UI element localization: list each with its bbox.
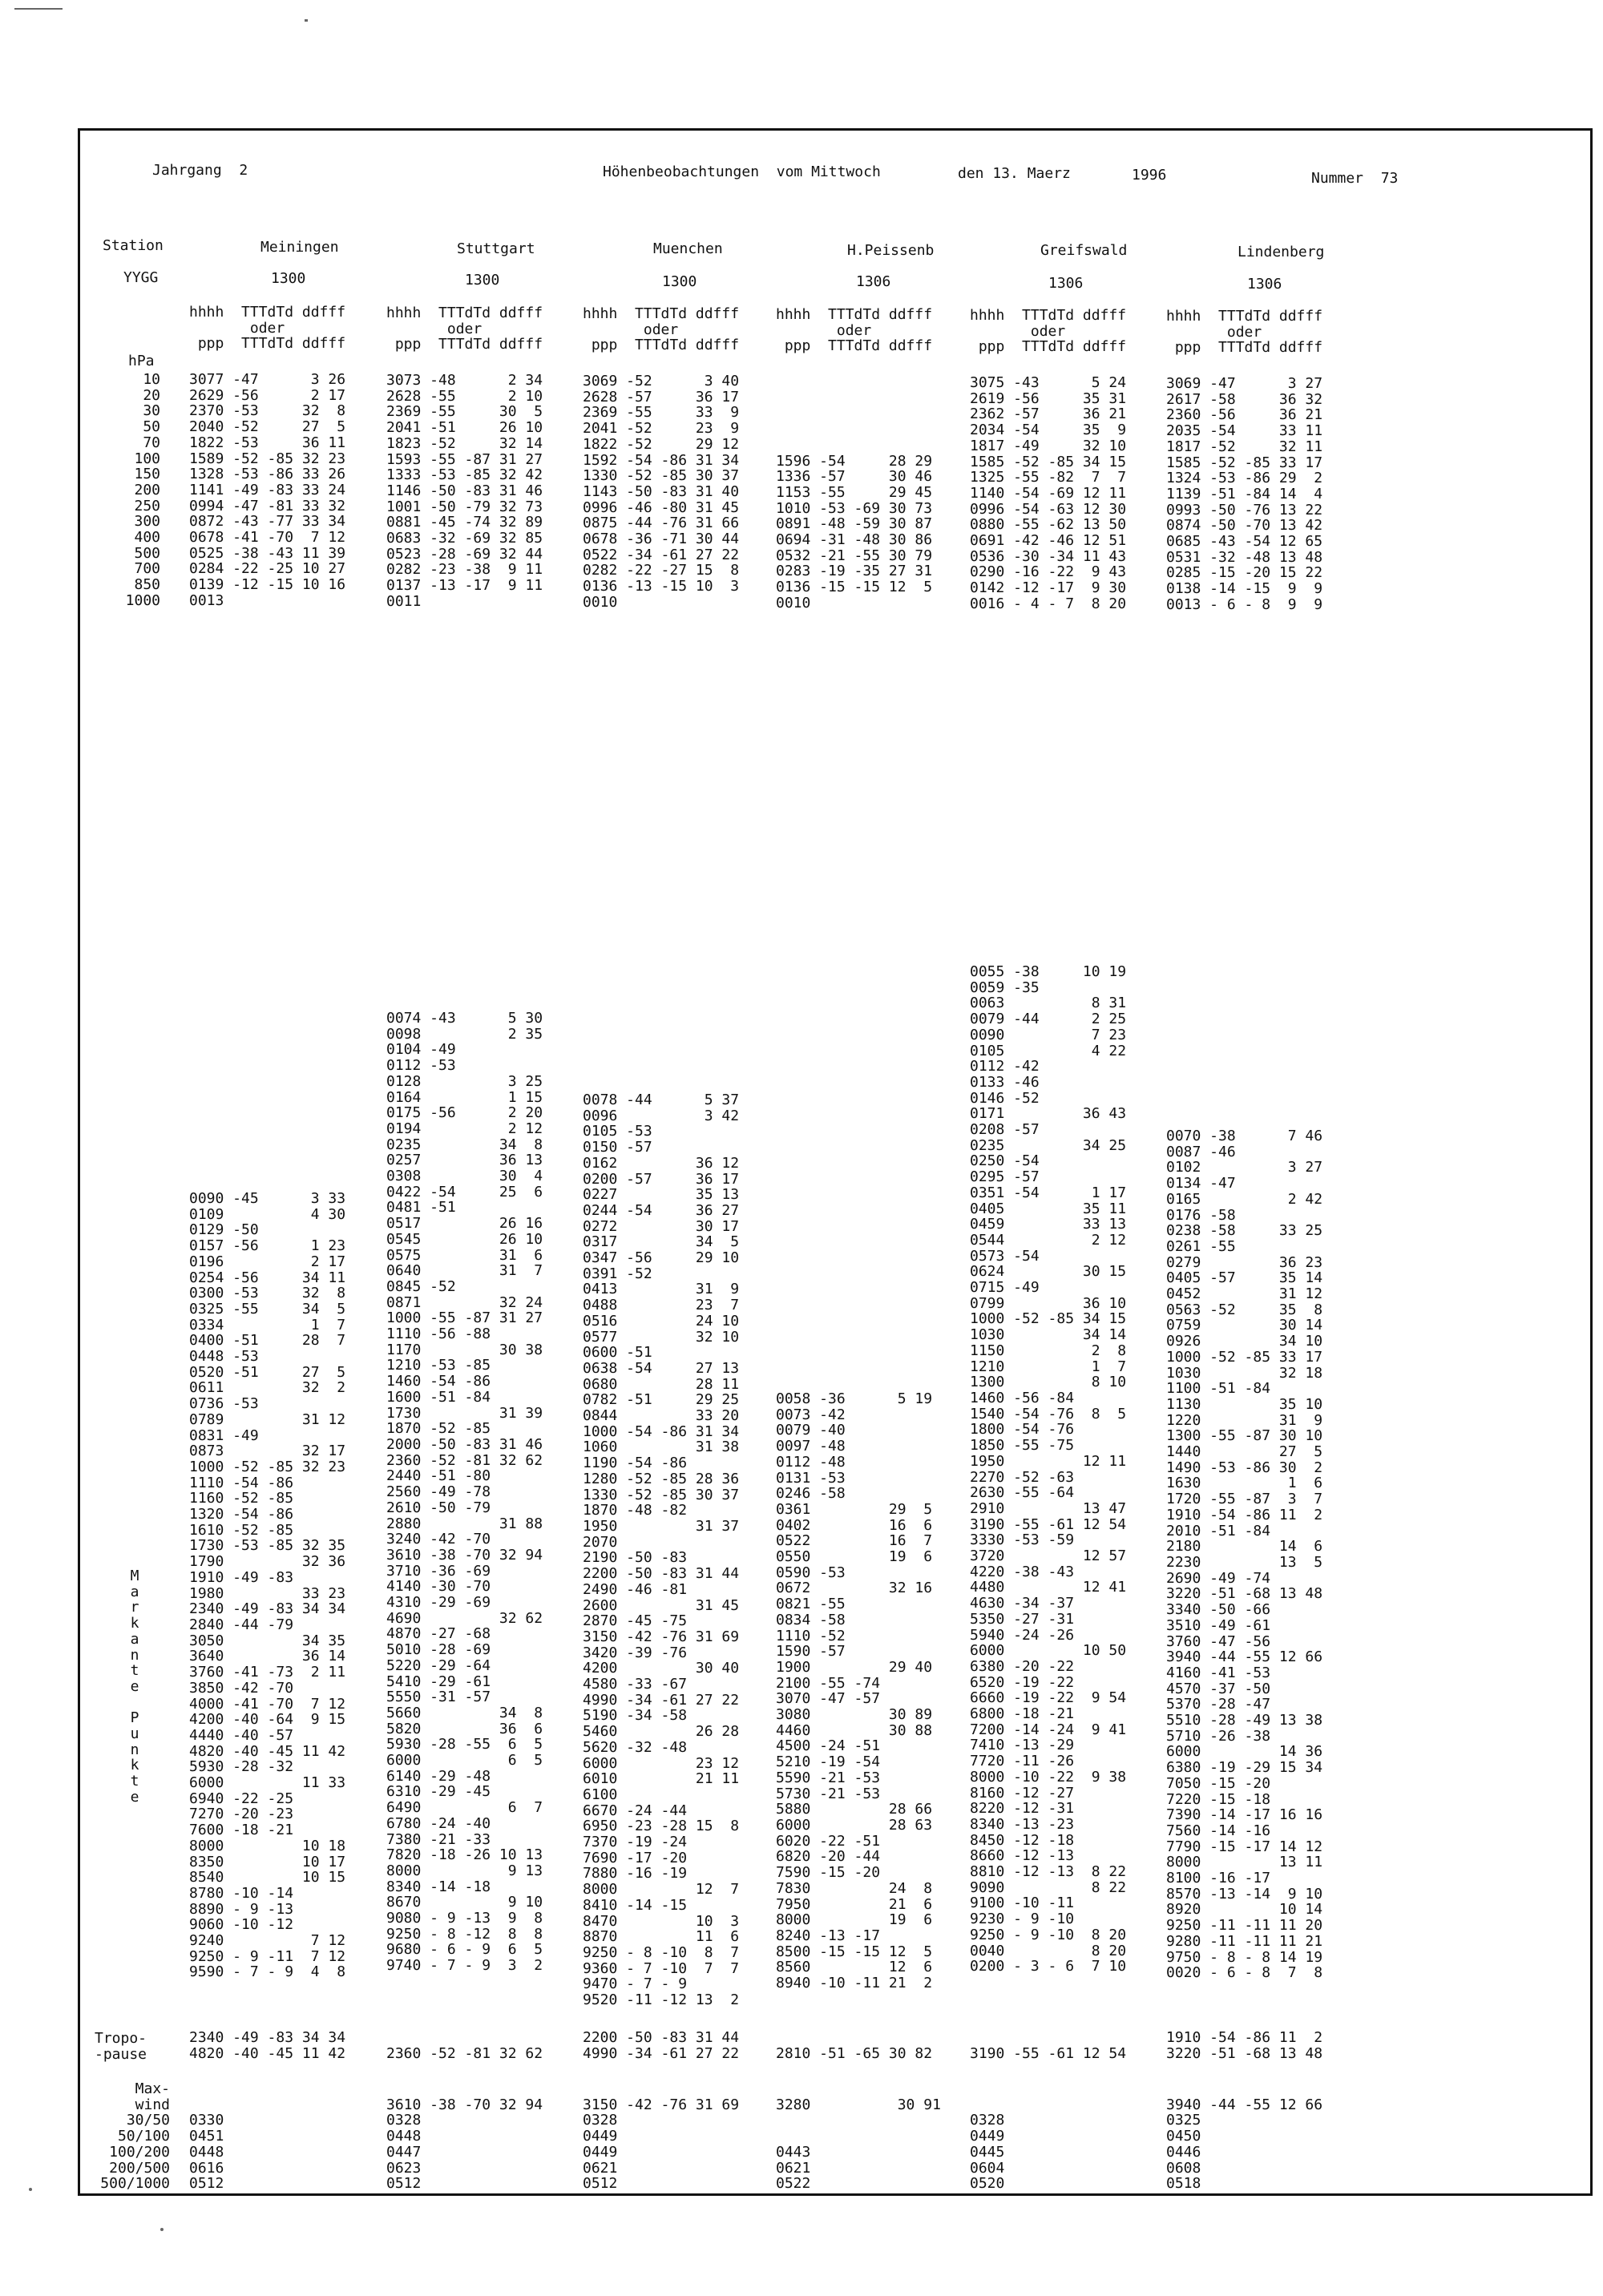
station-name: Meiningen: [260, 239, 339, 256]
column-subheader: hhhh TTTdTd ddfff oder ppp TTTdTd ddfff: [583, 305, 740, 354]
std-level-column: 3073 -48 2 34 2628 -55 2 10 2369 -55 30 5 2041 -51 26 10 1823 -52 32 14 1593 -55 -87 31 27 1333 -53 -85 32 42 1146 -50 -83 31 46 1001 -50 -79 32 73 0881 -45 -74 32 89 0683 -32 -69 32 85 0523 -28 -69 32 44 0282 -23 -38 9 11 0137 -13 -17 9 11 0011: [386, 372, 543, 610]
std-level-column: 3069 -47 3 27 2617 -58 36 32 2360 -56 36 21 2035 -54 33 11 1817 -52 32 11 1585 -52 -85 33 17 1324 -53 -86 29 2 1139 -51 -84 14 4 0993 -50 -76 13 22 0874 -50 -70 13 42 0685 -43 -54 12 65 0531 -32 -48 13 48 0285 -15 -20 15 22 0138 -14 -15 9 9 0013 - 6 - 8 9 9: [1166, 375, 1323, 613]
maxwind-column: 3280 30 91 0443 0621 0522: [776, 2096, 941, 2193]
bulletin-date: den 13. Maerz: [958, 165, 1071, 182]
pressure-level-label: 200: [134, 481, 160, 498]
bulletin-year: 1996: [1132, 167, 1167, 184]
maxwind-column: 0328 0449 0445 0604 0520: [970, 2112, 1005, 2193]
pressure-level-label: 20: [143, 386, 160, 404]
std-level-column: 3069 -52 3 40 2628 -57 36 17 2369 -55 33 9 2041 -52 23 9 1822 -52 29 12 1592 -54 -86 31 34 1330 -52 -85 30 37 1143 -50 -83 31 40 0996 -46 -80 31 45 0875 -44 -76 31 66 0678 -36 -71 30 44 0522 -34 -61 27 22 0282 -22 -27 15 8 0136 -13 -15 10 3 0010: [583, 373, 740, 611]
volume-label: Jahrgang 2: [152, 162, 248, 179]
station-yygg: 1300: [662, 273, 697, 290]
marked-points-letter: k: [130, 1615, 139, 1632]
tropopause-column: 3190 -55 -61 12 54: [970, 2044, 1127, 2062]
maxwind-label: Max- wind 30/50 50/100 100/200 200/500 500/1000: [100, 2080, 170, 2193]
station-label: Station: [103, 237, 164, 254]
pressure-level-label: 850: [134, 576, 160, 594]
marked-points-letter: e: [130, 1788, 139, 1806]
marked-points-letter: t: [130, 1662, 139, 1680]
scan-edge-mark: [305, 19, 308, 22]
marked-points-letter: e: [130, 1677, 139, 1695]
station-name: H.Peissenb: [847, 242, 935, 259]
pressure-level-label: 50: [143, 418, 160, 436]
marked-points-letter: t: [130, 1773, 139, 1790]
marked-points-letter: r: [130, 1599, 139, 1616]
pressure-level-label: 300: [134, 513, 160, 531]
station-yygg: 1306: [856, 273, 891, 290]
marked-points-letter: n: [130, 1741, 139, 1758]
yygg-label: YYGG: [123, 269, 159, 286]
pressure-level-label: 30: [143, 402, 160, 420]
pressure-level-label: 1000: [125, 591, 160, 609]
tropopause-label: Tropo-: [95, 2030, 147, 2047]
station-name: Muenchen: [653, 240, 723, 257]
tropopause-label: -pause: [95, 2046, 147, 2063]
marked-points-letter: a: [130, 1630, 139, 1648]
station-name: Lindenberg: [1238, 244, 1325, 260]
marked-points-letter: u: [130, 1725, 139, 1743]
station-name: Stuttgart: [457, 240, 535, 257]
std-level-column: 3077 -47 3 26 2629 -56 2 17 2370 -53 32 8 2040 -52 27 5 1822 -53 36 11 1589 -52 -85 32 23 1328 -53 -86 33 26 1141 -49 -83 33 24 0994 -47 -81 33 32 0872 -43 -77 33 34 0678 -41 -70 7 12 0525 -38 -43 11 39 0284 -22 -25 10 27 0139 -12 -15 10 16 0013: [189, 371, 346, 609]
scan-dot: [29, 2188, 32, 2191]
tropopause-column: 2200 -50 -83 31 44 4990 -34 -61 27 22: [583, 2029, 740, 2062]
tropopause-column: 1910 -54 -86 11 2 3220 -51 -68 13 48: [1166, 2029, 1323, 2062]
marked-points-letter: a: [130, 1583, 139, 1600]
pressure-level-label: 400: [134, 529, 160, 547]
tropopause-column: 2810 -51 -65 30 82: [776, 2044, 933, 2062]
marked-points-label: [127, 1568, 143, 1806]
scan-edge-mark: [14, 8, 63, 10]
column-subheader: hhhh TTTdTd ddfff oder ppp TTTdTd ddfff: [189, 304, 346, 353]
sig-points-column: 0090 -45 3 33 0109 4 30 0129 -50 0157 -56 1 23 0196 2 17 0254 -56 34 11 0300 -53 32 8 0325 -55 34 5 0334 1 7 0400 -51 28 7 0448 -53 0520 -51 27 5 0611 32 2 0736 -53 0789 31 12 0831 -49 0873 32 17 1000 -52 -85 32 23 1110 -54 -86 1160 -52 -85 1320 -54 -86 1610 -52 -85 1730 -53 -85 32 35 1790 32 36 1910 -49 -83 1980 33 23 2340 -49 -83 34 34 2840 -44 -79 3050 34 35 3640 36 14 3760 -41 -73 2 11 3850 -42 -70 4000 -41 -70 7 12 4200 -40 -64 9 15 4440 -40 -57 4820 -40 -45 11 42 5930 -28 -32 6000 11 33 6940 -22 -25 7270 -20 -23 7600 -18 -21 8000 10 18 8350 10 17 8540 10 15 8780 -10 -14 8890 - 9 -13 9060 -10 -12 9240 7 12 9250 - 9 -11 7 12 9590 - 7 - 9 4 8: [189, 1190, 346, 1981]
station-yygg: 1300: [271, 270, 306, 287]
station-yygg: 1300: [465, 272, 500, 289]
std-level-column: 3075 -43 5 24 2619 -56 35 31 2362 -57 36 21 2034 -54 35 9 1817 -49 32 10 1585 -52 -85 34 15 1325 -55 -82 7 7 1140 -54 -69 12 11 0996 -54 -63 12 30 0880 -55 -62 13 50 0691 -42 -46 12 51 0536 -30 -34 11 43 0290 -16 -22 9 43 0142 -12 -17 9 30 0016 - 4 - 7 8 20: [970, 374, 1127, 612]
bulletin-title: Höhenbeobachtungen vom Mittwoch: [603, 163, 881, 180]
maxwind-column: 0330 0451 0448 0616 0512: [189, 2112, 224, 2193]
pressure-level-label: 70: [143, 434, 160, 451]
tropopause-column: 2360 -52 -81 32 62: [386, 2044, 543, 2062]
maxwind-column: 3150 -42 -76 31 69 0328 0449 0449 0621 0512: [583, 2096, 740, 2193]
tropopause-column: 2340 -49 -83 34 34 4820 -40 -45 11 42: [189, 2029, 346, 2062]
pressure-level-label: 250: [134, 497, 160, 514]
column-subheader: hhhh TTTdTd ddfff oder ppp TTTdTd ddfff: [386, 305, 543, 353]
std-level-column: 1596 -54 28 29 1336 -57 30 46 1153 -55 29 45 1010 -53 -69 30 73 0891 -48 -59 30 87 0694 -31 -48 30 86 0532 -21 -55 30 79 0283 -19 -35 27 31 0136 -15 -15 12 5 0010: [776, 452, 933, 611]
sig-points-column: 0078 -44 5 37 0096 3 42 0105 -53 0150 -57 0162 36 12 0200 -57 36 17 0227 35 13 0244 -54 36 27 0272 30 17 0317 34 5 0347 -56 29 10 0391 -52 0413 31 9 0488 23 7 0516 24 10 0577 32 10 0600 -51 0638 -54 27 13 0680 28 11 0782 -51 29 25 0844 33 20 1000 -54 -86 31 34 1060 31 38 1190 -54 -86 1280 -52 -85 28 36 1330 -52 -85 30 37 1870 -48 -82 1950 31 37 2070 2190 -50 -83 2200 -50 -83 31 44 2490 -46 -81 2600 31 45 2870 -45 -75 3150 -42 -76 31 69 3420 -39 -76 4200 30 40 4580 -33 -67 4990 -34 -61 27 22 5190 -34 -58 5460 26 28 5620 -32 -48 6000 23 12 6010 21 11 6100 6670 -24 -44 6950 -23 -28 15 8 7370 -19 -24 7690 -17 -20 7880 -16 -19 8000 12 7 8410 -14 -15 8470 10 3 8870 11 6 9250 - 8 -10 8 7 9360 - 7 -10 7 7 9470 - 7 - 9 9520 -11 -12 13 2: [583, 1092, 740, 2009]
marked-points-letter: n: [130, 1646, 139, 1664]
marked-points-letter: P: [130, 1709, 139, 1727]
marked-points-letter: k: [130, 1757, 139, 1774]
pressure-level-label: 500: [134, 544, 160, 562]
column-subheader: hhhh TTTdTd ddfff oder ppp TTTdTd ddfff: [1166, 308, 1323, 357]
sig-points-column: 0074 -43 5 30 0098 2 35 0104 -49 0112 -53 0128 3 25 0164 1 15 0175 -56 2 20 0194 2 12 0235 34 8 0257 36 13 0308 30 4 0422 -54 25 6 0481 -51 0517 26 16 0545 26 10 0575 31 6 0640 31 7 0845 -52 0871 32 24 1000 -55 -87 31 27 1110 -56 -88 1170 30 38 1210 -53 -85 1460 -54 -86 1600 -51 -84 1730 31 39 1870 -52 -85 2000 -50 -83 31 46 2360 -52 -81 32 62 2440 -51 -80 2560 -49 -78 2610 -50 -79 2880 31 88 3240 -42 -70 3610 -38 -70 32 94 3710 -36 -69 4140 -30 -70 4310 -29 -69 4690 32 62 4870 -27 -68 5010 -28 -69 5220 -29 -64 5410 -29 -61 5550 -31 -57 5660 34 8 5820 36 6 5930 -28 -55 6 5 6000 6 5 6140 -29 -48 6310 -29 -45 6490 6 7 6780 -24 -40 7380 -21 -33 7820 -18 -26 10 13 8000 9 13 8340 -14 -18 8670 9 10 9080 - 9 -13 9 8 9250 - 8 -12 8 8 9680 - 6 - 9 6 5 9740 - 7 - 9 3 2: [386, 1010, 543, 1975]
sig-points-column: 0055 -38 10 19 0059 -35 0063 8 31 0079 -44 2 25 0090 7 23 0105 4 22 0112 -42 0133 -46 0146 -52 0171 36 43 0208 -57 0235 34 25 0250 -54 0295 -57 0351 -54 1 17 0405 35 11 0459 33 13 0544 2 12 0573 -54 0624 30 15 0715 -49 0799 36 10 1000 -52 -85 34 15 1030 34 14 1150 2 8 1210 1 7 1300 8 10 1460 -56 -84 1540 -54 -76 8 5 1800 -54 -76 1850 -55 -75 1950 12 11 2270 -52 -63 2630 -55 -64 2910 13 47 3190 -55 -61 12 54 3330 -53 -59 3720 12 57 4220 -38 -43 4480 12 41 4630 -34 -37 5350 -27 -31 5940 -24 -26 6000 10 50 6380 -20 -22 6520 -19 -22 6660 -19 -22 9 54 6800 -18 -21 7200 -14 -24 9 41 7410 -13 -29 7720 -11 -26 8000 -10 -22 9 38 8160 -12 -27 8220 -12 -31 8340 -13 -23 8450 -12 -18 8660 -12 -13 8810 -12 -13 8 22 9090 8 22 9100 -10 -11 9230 - 9 -10 9250 - 9 -10 8 20 0040 8 20 0200 - 3 - 6 7 10: [970, 963, 1127, 1975]
pressure-level-label: 100: [134, 450, 160, 467]
sig-points-column: 0070 -38 7 46 0087 -46 0102 3 27 0134 -47 0165 2 42 0176 -58 0238 -58 33 25 0261 -55 0279 36 23 0405 -57 35 14 0452 31 12 0563 -52 35 8 0759 30 14 0926 34 10 1000 -52 -85 33 17 1030 32 18 1100 -51 -84 1130 35 10 1220 31 9 1300 -55 -87 30 10 1440 27 5 1490 -53 -86 30 2 1630 1 6 1720 -55 -87 3 7 1910 -54 -86 11 2 2010 -51 -84 2180 14 6 2230 13 5 2690 -49 -74 3220 -51 -68 13 48 3340 -50 -66 3510 -49 -61 3760 -47 -56 3940 -44 -55 12 66 4160 -41 -53 4570 -37 -50 5370 -28 -47 5510 -28 -49 13 38 5710 -26 -38 6000 14 36 6380 -19 -29 15 34 7050 -15 -20 7220 -15 -18 7390 -14 -17 16 16 7560 -14 -16 7790 -15 -17 14 12 8000 13 11 8100 -16 -17 8570 -13 -14 9 10 8920 10 14 9250 -11 -11 11 20 9280 -11 -11 11 21 9750 - 8 - 8 14 19 0020 - 6 - 8 7 8: [1166, 1128, 1323, 1982]
station-yygg: 1306: [1247, 276, 1282, 293]
column-subheader: hhhh TTTdTd ddfff oder ppp TTTdTd ddfff: [776, 306, 933, 355]
hpa-label: hPa: [128, 353, 155, 369]
pressure-level-label: 10: [143, 371, 160, 388]
scan-dot: [160, 2228, 164, 2231]
pressure-level-label: 700: [134, 560, 160, 578]
pressure-levels: [112, 372, 160, 609]
maxwind-column: 3610 -38 -70 32 94 0328 0448 0447 0623 0512: [386, 2096, 543, 2193]
maxwind-column: 3940 -44 -55 12 66 0325 0450 0446 0608 0518: [1166, 2096, 1323, 2193]
column-subheader: hhhh TTTdTd ddfff oder ppp TTTdTd ddfff: [970, 307, 1127, 356]
bulletin-number: Nummer 73: [1311, 170, 1399, 187]
sig-points-column: 0058 -36 5 19 0073 -42 0079 -40 0097 -48 0112 -48 0131 -53 0246 -58 0361 29 5 0402 16 6 0522 16 7 0550 19 6 0590 -53 0672 32 16 0821 -55 0834 -58 1110 -52 1590 -57 1900 29 40 2100 -55 -74 3070 -47 -57 3080 30 89 4460 30 88 4500 -24 -51 5210 -19 -54 5590 -21 -53 5730 -21 -53 5880 28 66 6000 28 63 6020 -22 -51 6820 -20 -44 7590 -15 -20 7830 24 8 7950 21 6 8000 19 6 8240 -13 -17 8500 -15 -15 12 5 8560 12 6 8940 -10 -11 21 2: [776, 1390, 933, 1992]
marked-points-letter: [127, 1695, 143, 1711]
station-name: Greifswald: [1040, 242, 1128, 259]
station-yygg: 1306: [1048, 275, 1084, 292]
pressure-level-label: 150: [134, 466, 160, 483]
marked-points-letter: M: [130, 1568, 139, 1584]
